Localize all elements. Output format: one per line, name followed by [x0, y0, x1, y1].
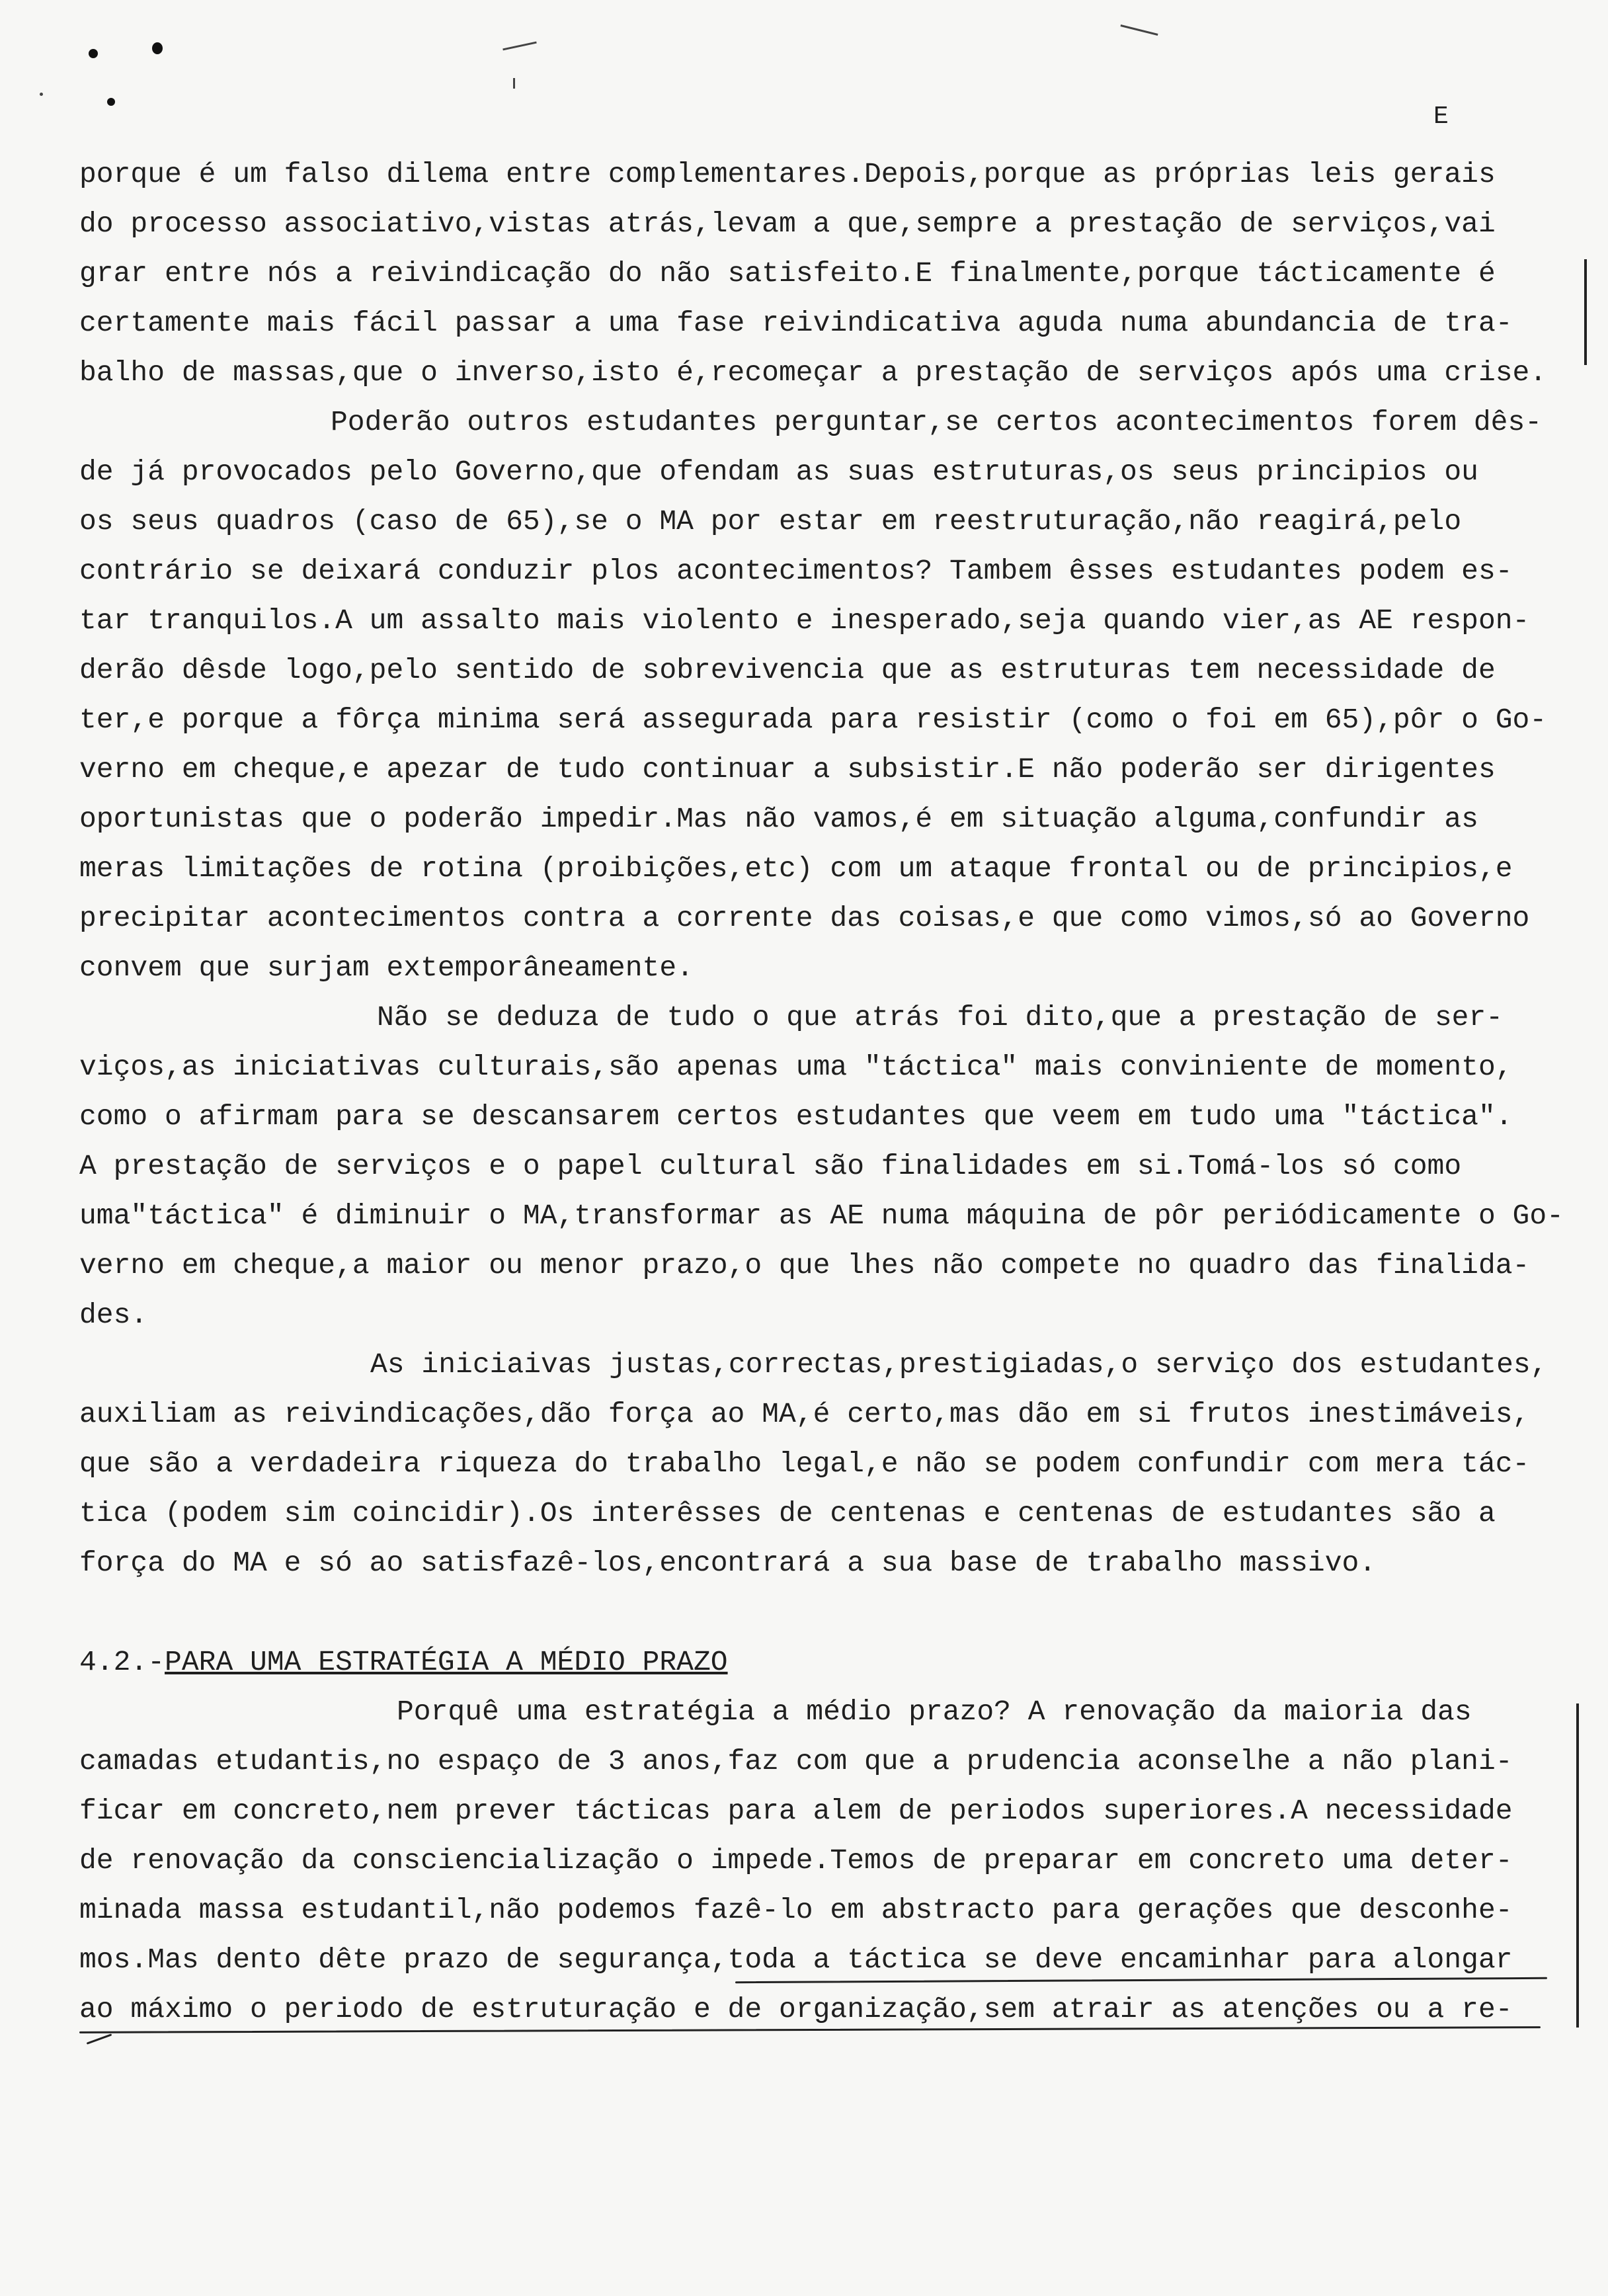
section-heading: [79, 1637, 1593, 1687]
paragraph-1: [79, 149, 1593, 397]
text-line: auxiliam as reivindicações,dão força ao MA,é certo,mas dão em si frutos inestimáveis,: [79, 1398, 1530, 1430]
text-line: ao máximo o periodo de estruturação e de organização,sem atrair as atenções ou a re-: [79, 1993, 1513, 2026]
text-line: grar entre nós a reivindicação do não satisfeito.E finalmente,porque tácticamente é: [79, 257, 1496, 290]
text-line: balho de massas,que o inverso,isto é,recomeçar a prestação de serviços após uma crise.: [79, 356, 1547, 389]
text-line: camadas etudantis,no espaço de 3 anos,faz com que a prudencia aconselhe a não plani-: [79, 1745, 1513, 1778]
text-line: Porquê uma estratégia a médio prazo? A renovação da maioria das: [397, 1696, 1472, 1728]
scan-speck: [513, 78, 515, 89]
punch-hole-dot: [89, 49, 98, 58]
document-body: [79, 149, 1593, 2034]
text-line: Não se deduza de tudo o que atrás foi dito,que a prestação de ser-: [377, 1001, 1504, 1034]
margin-mark-bar: [1584, 259, 1587, 365]
text-line: minada massa estudantil,não podemos fazê-lo em abstracto para gerações que desconhe-: [79, 1894, 1513, 1926]
handwritten-underline: [87, 2033, 112, 2045]
section-title: PARA UMA ESTRATÉGIA A MÉDIO PRAZO: [165, 1646, 728, 1678]
text-line: uma"táctica" é diminuir o MA,transformar as AE numa máquina de pôr periódicamente o Go-: [79, 1200, 1564, 1232]
text-line: oportunistas que o poderão impedir.Mas não vamos,é em situação alguma,confundir as: [79, 803, 1478, 835]
text-line: certamente mais fácil passar a uma fase reivindicativa aguda numa abundancia de tra-: [79, 307, 1513, 339]
text-line: que são a verdadeira riqueza do trabalho legal,e não se podem confundir com mera tác-: [79, 1448, 1530, 1480]
text-line: mos.Mas dento dête prazo de segurança,toda a táctica se deve encaminhar para alongar: [79, 1944, 1513, 1976]
scan-speck: [502, 42, 536, 51]
scan-speck: [1120, 24, 1158, 36]
paragraph-2: [79, 397, 1593, 993]
text-line: des.: [79, 1299, 148, 1331]
text-line: porque é um falso dilema entre complementares.Depois,porque as próprias leis gerais: [79, 158, 1496, 190]
text-line: de renovação da consciencialização o impede.Temos de preparar em concreto uma deter-: [79, 1844, 1513, 1877]
text-line: força do MA e só ao satisfazê-los,encontrará a sua base de trabalho massivo.: [79, 1547, 1377, 1579]
text-line: como o afirmam para se descansarem certos estudantes que veem em tudo uma "táctica".: [79, 1100, 1513, 1133]
text-line: ficar em concreto,nem prever tácticas para alem de periodos superiores.A necessidade: [79, 1795, 1513, 1827]
text-line: tar tranquilos.A um assalto mais violento e inesperado,seja quando vier,as AE respon-: [79, 604, 1530, 637]
text-line: de já provocados pelo Governo,que ofendam as suas estruturas,os seus principios ou: [79, 456, 1478, 488]
text-line: verno em cheque,e apezar de tudo continuar a subsistir.E não poderão ser dirigentes: [79, 753, 1496, 786]
text-line: Poderão outros estudantes perguntar,se certos acontecimentos forem dês-: [331, 406, 1543, 438]
text-line: meras limitações de rotina (proibições,etc) com um ataque frontal ou de principios,e: [79, 852, 1513, 885]
text-line: contrário se deixará conduzir plos acontecimentos? Tambem êsses estudantes podem es-: [79, 555, 1513, 587]
text-line: verno em cheque,a maior ou menor prazo,o que lhes não compete no quadro das finalida-: [79, 1249, 1530, 1282]
text-line: os seus quadros (caso de 65),se o MA por estar em reestruturação,não reagirá,pelo: [79, 505, 1462, 538]
scan-speck: [40, 93, 43, 96]
page-letter: E: [1433, 102, 1449, 131]
paragraph-3: [79, 993, 1593, 1340]
margin-mark-bar: [1576, 1703, 1579, 2028]
text-line: do processo associativo,vistas atrás,levam a que,sempre a prestação de serviços,vai: [79, 208, 1496, 240]
section-number: 4.2.-: [79, 1646, 165, 1678]
text-line: precipitar acontecimentos contra a corrente das coisas,e que como vimos,só ao Governo: [79, 902, 1530, 934]
text-line: ter,e porque a fôrça minima será assegurada para resistir (como o foi em 65),pôr o Go-: [79, 704, 1547, 736]
paragraph-gap: [79, 1588, 1593, 1637]
paragraph-4: [79, 1340, 1593, 1588]
text-line: tica (podem sim coincidir).Os interêsses de centenas e centenas de estudantes são a: [79, 1497, 1496, 1530]
text-line: viços,as iniciativas culturais,são apenas uma "táctica" mais conviniente de momento,: [79, 1051, 1513, 1083]
text-line: derão dêsde logo,pelo sentido de sobrevivencia que as estruturas tem necessidade de: [79, 654, 1496, 686]
text-line: convem que surjam extemporâneamente.: [79, 952, 694, 984]
text-line: As iniciaivas justas,correctas,prestigiadas,o serviço dos estudantes,: [370, 1348, 1548, 1381]
text-line: A prestação de serviços e o papel cultural são finalidades em si.Tomá-los só como: [79, 1150, 1462, 1182]
punch-hole-dot: [107, 98, 115, 106]
punch-hole-dot: [152, 42, 163, 54]
